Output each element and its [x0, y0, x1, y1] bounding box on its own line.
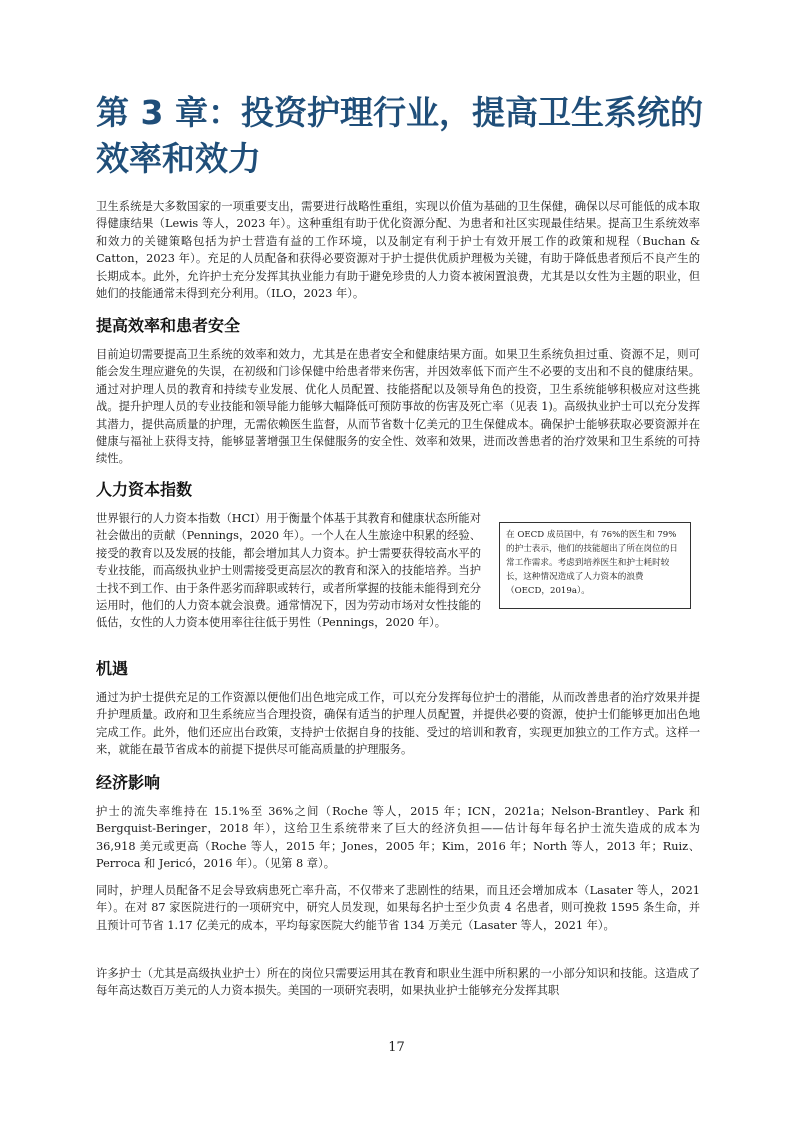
page-number: 17: [388, 1040, 405, 1055]
human-capital-paragraph: 世界银行的人力资本指数（HCI）用于衡量个体基于其教育和健康状态所能对社会做出的贡献（Pennings，2020 年）。一个人在人生旅途中积累的经验、接受的教育以及发展的技能，都会增加其人力资本。护士需要获得较高水平的专业技能，而高级执业护士则需接受更高层次的教育和深入的技能培养。当护士找不到工作、由于条件恶劣而辞职或转行，或者所掌握的技能未能得到充分运用时，他们的人力资本就会浪费。通常情况下，因为劳动市场对女性技能的低估，女性的人力资本使用率往往低于男性（Pennings，2020 年）。: [96, 512, 481, 630]
section-heading-opportunity: 机遇: [96, 659, 129, 678]
efficiency-paragraph: 目前迫切需要提高卫生系统的效率和效力，尤其是在患者安全和健康结果方面。如果卫生系统负担过重、资源不足，则可能会发生理应避免的失误，在初级和门诊保健中给患者带来伤害，并因效率低下而产生不必要的支出和不良的健康结果。通过对护理人员的教育和持续专业发展、优化人员配置、技能搭配以及领导角色的投资，卫生系统能够积极应对这些挑战。提升护理人员的专业技能和领导能力能够大幅降低可预防事故的伤害及死亡率（见表 1)。高级执业护士可以充分发挥其潜力，提供高质量的护理，无需依赖医生监督，从而节省数十亿美元的卫生保健成本。确保护士能够获取必要资源并在健康与福祉上获得支持，能够显著增强卫生保健服务的安全性、效率和效果，进而改善患者的治疗效果和卫生系统的可持续性。: [96, 348, 700, 466]
callout-box: 在 OECD 成员国中，有 76%的医生和 79%的护士表示，他们的技能超出了所在岗位的日常工作需求。考虑到培养医生和护士耗时较长，这种情况造成了人力资本的浪费（OECD，2019a）。: [499, 522, 691, 609]
section-heading-human-capital: 人力资本指数: [96, 480, 193, 499]
section-heading-economic-impact: 经济影响: [96, 773, 161, 792]
opportunity-paragraph: 通过为护士提供充足的工作资源以便他们出色地完成工作，可以充分发挥每位护士的潜能，从而改善患者的治疗效果并提升护理质量。政府和卫生系统应当合理投资，确保有适当的护理人员配置，并提供必要的资源，使护士们能够更加出色地完成工作。此外，他们还应出台政策，支持护士依据自身的技能、受过的培训和教育，实现更加独立的工作方式。这样一来，就能在最节省成本的前提下提供尽可能高质量的护理服务。: [96, 691, 700, 757]
economic-paragraph-2: 同时，护理人员配备不足会导致病患死亡率升高，不仅带来了悲剧性的结果，而且还会增加成本（Lasater 等人，2021 年）。在对 87 家医院进行的一项研究中，研究人员发现，如果每名护士至少负责 4 名患者，则可挽救 1595 条生命，并且预计可节省 1.17 亿美元的成本，平均每家医院大约能节省 134 万美元（Lasater 等人，2021 年）。: [96, 884, 700, 932]
intro-paragraph: 卫生系统是大多数国家的一项重要支出，需要进行战略性重组，实现以价值为基础的卫生保健，确保以尽可能低的成本取得健康结果（Lewis 等人，2023 年）。这种重组有助于优化资源分配、为患者和社区实现最佳结果。提高卫生系统效率和效力的关键策略包括为护士营造有益的工作环境，以及制定有利于护士有效开展工作的政策和规程（Buchan & Catton，2023 年）。充足的人员配备和获得必要资源对于护士提供优质护理极为关键，有助于降低患者预后不良产生的长期成本。此外，允许护士充分发挥其执业能力有助于避免珍贵的人力资本被闲置浪费，尤其是以女性为主题的职业，但她们的技能通常未得到充分利用。（ILO，2023 年）。: [96, 200, 700, 301]
economic-paragraph-3: 许多护士（尤其是高级执业护士）所在的岗位只需要运用其在教育和职业生涯中所积累的一小部分知识和技能。这造成了每年高达数百万美元的人力资本损失。美国的一项研究表明，如果执业护士能够充分发挥其职: [96, 967, 700, 998]
section-heading-efficiency: 提高效率和患者安全: [96, 316, 241, 335]
chapter-title: 第 3 章：投资护理行业，提高卫生系统的效率和效力: [96, 93, 703, 178]
economic-paragraph-1: 护士的流失率维持在 15.1%至 36%之间（Roche 等人，2015 年；ICN，2021a；Nelson-Brantley、Park 和 Bergquist-Beringer，2018 年），这给卫生系统带来了巨大的经济负担——估计每年每名护士流失造成的成本为 36,918 美元或更高（Roche 等人，2015 年；Jones，2005 年；Kim，2016 年；North 等人，2013 年；Ruiz、Perroca 和 Jericó，2016 年）。（见第 8 章）。: [96, 805, 700, 871]
